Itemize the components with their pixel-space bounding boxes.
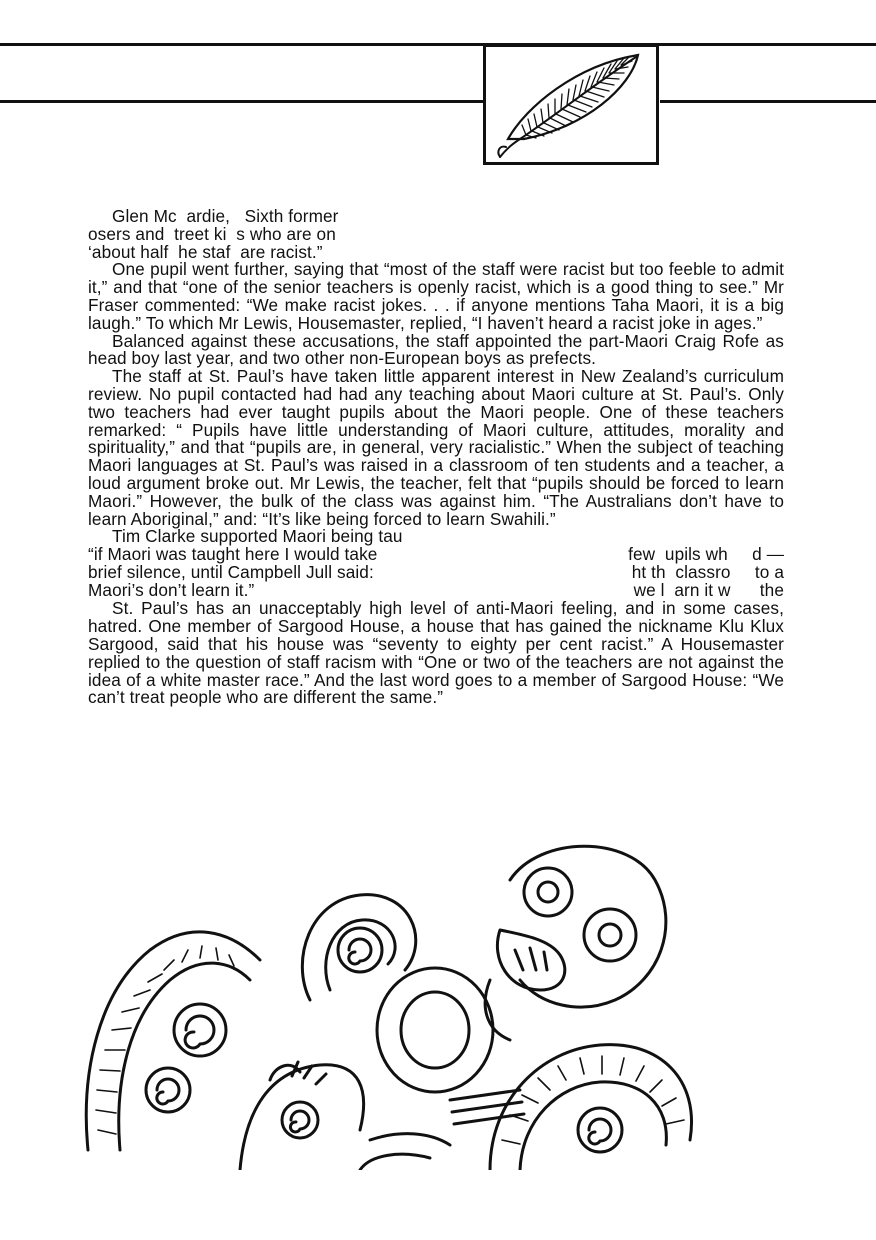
- split-columns: [88, 528, 784, 600]
- maori-carving-icon: [70, 840, 710, 1170]
- split-left-line-1: Tim Clarke supported Maori being tau: [112, 526, 403, 547]
- split-right-line-3: we l arn it w the: [633, 579, 784, 600]
- article-body: [88, 208, 784, 707]
- fern-leaf-icon: [486, 47, 656, 162]
- split-right-column: [586, 546, 784, 599]
- split-left-line-2: “if Maori was taught here I would take: [88, 544, 378, 565]
- split-left-column: [88, 528, 468, 599]
- header-rule-top: [0, 43, 876, 46]
- split-right-line-2: ht th classro to a: [631, 562, 784, 583]
- fragment-line-2: osers and treet ki s who are on: [88, 223, 336, 244]
- fragment-line-1: Glen Mc ardie, Sixth former: [112, 206, 339, 226]
- split-left-line-4: Maori’s don’t learn it.”: [88, 579, 255, 600]
- split-left-line-3: brief silence, until Campbell Jull said:: [88, 561, 374, 582]
- fern-emblem-box: [483, 44, 659, 165]
- paragraph-2: Balanced against these accusations, the staff appointed the part-Maori Craig Rofe as head boy last year, and two other non-European boys as prefects.: [88, 330, 784, 369]
- paragraph-3: The staff at St. Paul’s have taken little apparent interest in New Zealand’s curriculum review. No pupil contacted had had any teaching about Maori culture at St. Paul’s. Only two teachers had ever taught pupils about the Maori people. One of these teachers remarked: “ Pupils have little understanding of Maori culture, attitudes, morality and spirituality,” and that “pupils are, in general, very racialistic.” When the subject of teaching Maori languages at St. Paul’s was raised in a classroom of ten students and a teacher, a loud argument broke out. Mr Lewis, the teacher, felt that “pupils should be forced to learn Maori.” However, the bulk of the class was against him. “The Australians don’t have to learn Aboriginal,” and: “It’s like being forced to learn Swahili.”: [88, 366, 784, 529]
- paragraph-4: St. Paul’s has an unacceptably high level of anti-Maori feeling, and in some cases, hatred. One member of Sargood House, a house that has gained the nickname Klu Klux Sargood, said that his house was “seventy to eighty per cent racist.” A Housemaster replied to the question of staff racism with “One or two of the teachers are not against the idea of a white master race.” And the last word goes to a member of Sargood House: “We can’t treat people who are different the same.”: [88, 598, 784, 708]
- paragraph-1: One pupil went further, saying that “most of the staff were racist but too feeble to admit it,” and that “one of the senior teachers is openly racist, which is a good thing to see.” Mr Fraser commented: “We make racist jokes. . . if anyone mentions Taha Maori, it is a big laugh.” To which Mr Lewis, Housemaster, replied, “I haven’t heard a racist joke in ages.”: [88, 259, 784, 333]
- fragment-line-3: ‘about half he staf are racist.”: [88, 241, 323, 262]
- split-right-line-1: few upils wh d —: [628, 544, 784, 565]
- header-rule-bottom-left: [0, 100, 483, 103]
- header-rule-bottom-right: [660, 100, 876, 103]
